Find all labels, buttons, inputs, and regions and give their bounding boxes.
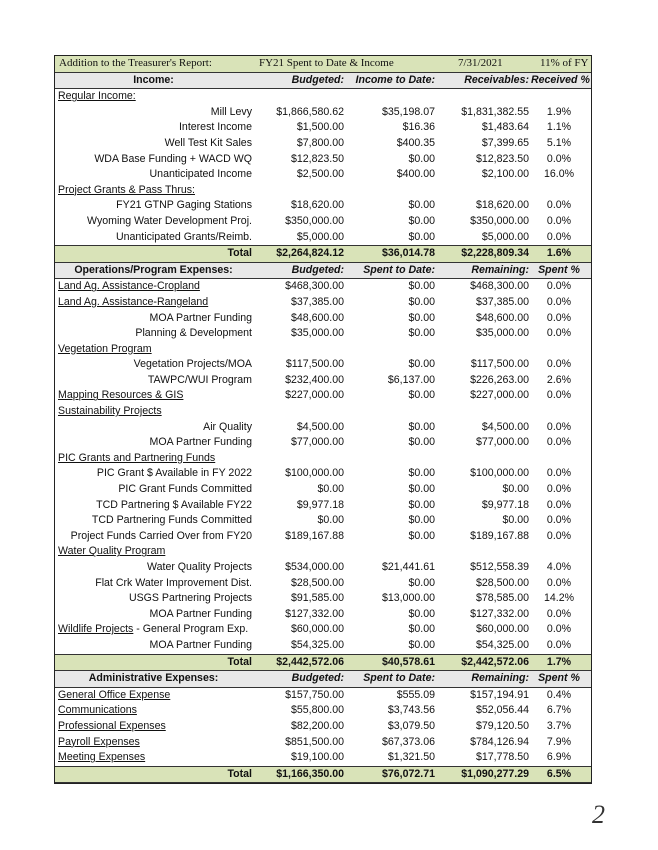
to-date-cell: Income to Date: [355, 73, 435, 86]
table-row [55, 295, 591, 311]
budgeted-cell [254, 404, 344, 420]
to-date-cell: $0.00 [408, 280, 435, 293]
to-date-cell: $35,198.07 [381, 105, 435, 118]
table-row [55, 498, 591, 514]
percent-cell [531, 544, 587, 560]
label-cell: PIC Grant Funds Committed [118, 483, 252, 496]
remaining-cell: $9,977.18 [481, 498, 529, 511]
to-date-cell [347, 342, 435, 358]
to-date-cell: $400.35 [396, 136, 435, 149]
to-date-cell: $0.00 [408, 576, 435, 589]
percent-cell: 1.6% [546, 247, 572, 260]
to-date-cell: $1,321.50 [387, 751, 435, 764]
label-cell: Interest Income [178, 121, 252, 134]
category-label [58, 279, 200, 295]
budgeted-cell: $12,823.50 [290, 152, 344, 165]
remaining-cell: $37,385.00 [475, 295, 529, 308]
to-date-cell: $13,000.00 [381, 592, 435, 605]
percent-cell: Spent % [538, 672, 580, 685]
remaining-cell [437, 451, 529, 467]
budgeted-cell: $1,866,580.62 [276, 105, 344, 118]
budgeted-cell [254, 451, 344, 467]
budgeted-cell: $534,000.00 [285, 561, 344, 573]
operations-header-row [55, 263, 591, 280]
budgeted-cell: $35,000.00 [290, 327, 344, 340]
label-cell: FY21 GTNP Gaging Stations [116, 199, 252, 212]
budgeted-cell: $18,620.00 [290, 199, 344, 212]
label-cell: Wyoming Water Development Proj. [87, 214, 252, 227]
label-cell: Flat Crk Water Improvement Dist. [95, 576, 252, 589]
table-row [55, 279, 591, 295]
label-cell: PIC Grant $ Available in FY 2022 [96, 467, 252, 480]
percent-cell: 1.7% [546, 655, 572, 668]
remaining-cell: $5,000.00 [481, 230, 529, 243]
administrative-section [55, 671, 591, 783]
to-date-cell: $76,072.71 [381, 767, 435, 780]
remaining-cell: $468,300.00 [470, 280, 529, 293]
budgeted-cell: $28,500.00 [290, 576, 344, 589]
to-date-cell [347, 544, 435, 560]
to-date-cell: $16.36 [402, 121, 435, 134]
budgeted-cell: $54,325.00 [290, 638, 344, 651]
table-row [55, 404, 591, 420]
label-cell: MOA Partner Funding [149, 436, 252, 449]
table-row [55, 198, 591, 214]
percent-cell: 0.0% [546, 230, 572, 243]
table-row [55, 435, 591, 451]
to-date-cell: $3,743.56 [387, 704, 435, 717]
label-cell: Total [227, 655, 252, 668]
remaining-cell: $2,442,572.06 [461, 655, 529, 668]
category-label [58, 342, 152, 358]
budgeted-cell: $37,385.00 [290, 295, 344, 308]
label-cell: Administrative Expenses: [88, 672, 219, 685]
budgeted-cell: $19,100.00 [290, 751, 344, 764]
category-label [58, 388, 183, 404]
percent-cell [531, 404, 587, 420]
report-title: Addition to the Treasurer's Report: [59, 57, 212, 69]
percent-cell: 6.7% [546, 704, 572, 717]
treasurer-report-table [54, 55, 592, 784]
table-row [55, 735, 591, 751]
grants-label: Project Grants & Pass Thrus: [58, 183, 195, 196]
percent-cell: 0.0% [546, 498, 572, 511]
remaining-cell: Remaining: [471, 672, 529, 685]
remaining-cell: $2,100.00 [481, 168, 529, 181]
table-row [55, 152, 591, 168]
to-date-cell: $400.00 [396, 168, 435, 181]
fiscal-year-percent: 11% of FY [540, 57, 589, 69]
remaining-cell [437, 544, 529, 560]
section-label-row [55, 89, 591, 105]
label-cell: Unanticipated Income [149, 168, 252, 181]
report-subtitle: FY21 Spent to Date & Income [259, 57, 394, 69]
label-cell: WDA Base Funding + WACD WQ [94, 152, 252, 165]
percent-cell: 0.0% [546, 623, 572, 636]
to-date-cell: $0.00 [408, 199, 435, 212]
budgeted-cell: $91,585.00 [290, 592, 344, 605]
percent-cell: 0.0% [546, 214, 572, 227]
percent-cell: 0.0% [546, 436, 572, 449]
remaining-cell: $157,194.91 [470, 688, 529, 701]
budgeted-cell: $0.00 [317, 483, 344, 496]
label-cell: Operations/Program Expenses: [74, 263, 233, 276]
label-cell: MOA Partner Funding [149, 638, 252, 651]
budgeted-cell [254, 342, 344, 358]
income-total-row [55, 245, 591, 263]
remaining-cell: $226,263.00 [470, 373, 529, 386]
percent-cell: 0.0% [546, 638, 572, 651]
category-name: Meeting Expenses [58, 751, 146, 764]
report-title-row [55, 56, 591, 73]
table-row [55, 576, 591, 592]
remaining-cell: $78,585.00 [475, 592, 529, 605]
label-cell: Water Quality Projects [147, 561, 252, 573]
to-date-cell: $3,079.50 [387, 719, 435, 732]
budgeted-cell: $5,000.00 [296, 230, 344, 243]
percent-cell: 4.0% [546, 561, 572, 573]
label-cell: Well Test Kit Sales [164, 136, 252, 149]
table-row [55, 703, 591, 719]
table-row [55, 388, 591, 404]
percent-cell: 0.4% [546, 688, 572, 701]
remaining-cell: $227,000.00 [470, 389, 529, 402]
table-row [55, 105, 591, 121]
category-label [58, 295, 208, 311]
percent-cell [531, 451, 587, 467]
percent-cell: 0.0% [546, 514, 572, 527]
to-date-cell: $0.00 [408, 483, 435, 496]
remaining-cell: $60,000.00 [475, 623, 529, 636]
budgeted-cell: $232,400.00 [285, 373, 344, 386]
to-date-cell: $0.00 [408, 327, 435, 340]
table-row [55, 373, 591, 389]
budgeted-cell: $1,166,350.00 [276, 767, 344, 780]
remaining-cell: Receivables: [464, 73, 529, 86]
table-row [55, 214, 591, 230]
remaining-cell: $79,120.50 [475, 719, 529, 732]
budgeted-cell: $77,000.00 [290, 436, 344, 449]
budgeted-cell: $9,977.18 [296, 498, 344, 511]
to-date-cell: $555.09 [396, 688, 435, 701]
percent-cell: Spent % [538, 263, 580, 276]
label-cell: Vegetation Projects/MOA [133, 358, 252, 371]
budgeted-cell: $2,264,824.12 [276, 247, 344, 260]
percent-cell: 0.0% [546, 152, 572, 165]
remaining-cell: $0.00 [502, 514, 529, 527]
percent-cell: 0.0% [546, 467, 572, 480]
remaining-cell: $12,823.50 [475, 152, 529, 165]
table-row [55, 513, 591, 529]
percent-cell: 0.0% [546, 389, 572, 402]
table-row [55, 342, 591, 358]
percent-cell: 0.0% [546, 483, 572, 496]
budgeted-cell: $2,442,572.06 [276, 655, 344, 668]
percent-cell: 0.0% [546, 529, 572, 542]
remaining-cell: $35,000.00 [475, 327, 529, 340]
to-date-cell: $0.00 [408, 529, 435, 542]
remaining-cell: $350,000.00 [470, 214, 529, 227]
budgeted-cell: Budgeted: [291, 672, 344, 685]
remaining-cell: $7,399.65 [481, 136, 529, 149]
to-date-cell: $0.00 [408, 420, 435, 433]
label-cell: Mill Levy [210, 105, 252, 118]
percent-cell: 0.0% [546, 311, 572, 324]
budgeted-cell: $60,000.00 [290, 623, 344, 636]
budgeted-cell: $4,500.00 [296, 420, 344, 433]
budgeted-cell: $2,500.00 [296, 168, 344, 181]
remaining-cell: $28,500.00 [475, 576, 529, 589]
percent-cell: 0.0% [546, 327, 572, 340]
table-row [55, 638, 591, 654]
percent-cell: Received % [531, 73, 590, 86]
report-date: 7/31/2021 [458, 57, 503, 69]
to-date-cell: Spent to Date: [363, 263, 435, 276]
budgeted-cell: $189,167.88 [285, 529, 344, 542]
label-cell: USGS Partnering Projects [128, 592, 252, 605]
category-label [58, 544, 165, 560]
to-date-cell: $0.00 [408, 295, 435, 308]
remaining-cell: $1,090,277.29 [461, 767, 529, 780]
to-date-cell: $36,014.78 [381, 247, 435, 260]
label-cell: MOA Partner Funding [149, 607, 252, 620]
category-name: Land Ag. Assistance-Cropland [58, 280, 200, 293]
table-row [55, 167, 591, 183]
table-row [55, 230, 591, 246]
table-row [55, 420, 591, 436]
category-label [58, 703, 137, 719]
percent-cell: 0.0% [546, 280, 572, 293]
remaining-cell: $0.00 [502, 483, 529, 496]
percent-cell: 16.0% [543, 168, 575, 181]
percent-cell: 6.9% [546, 751, 572, 764]
label-cell: TAWPC/WUI Program [147, 373, 252, 386]
remaining-cell: $77,000.00 [475, 436, 529, 449]
table-row [55, 451, 591, 467]
percent-cell: 5.1% [546, 136, 572, 149]
percent-cell: 0.0% [546, 576, 572, 589]
category-name: Land Ag. Assistance-Rangeland [58, 295, 209, 308]
label-cell: Total [227, 767, 252, 780]
remaining-cell: $17,778.50 [475, 751, 529, 764]
label-cell: Project Funds Carried Over from FY20 [70, 529, 252, 542]
to-date-cell: Spent to Date: [363, 672, 435, 685]
to-date-cell: $40,578.61 [381, 655, 435, 668]
category-label [58, 688, 170, 704]
budgeted-cell: $1,500.00 [296, 121, 344, 134]
percent-cell: 0.0% [546, 199, 572, 212]
income-section [55, 73, 591, 263]
percent-cell: 14.2% [543, 592, 575, 605]
percent-cell: 7.9% [546, 735, 572, 748]
to-date-cell [347, 451, 435, 467]
table-row [55, 136, 591, 152]
category-label [58, 750, 145, 766]
percent-cell: 1.9% [546, 105, 572, 118]
budgeted-cell: $48,600.00 [290, 311, 344, 324]
to-date-cell: $6,137.00 [387, 373, 435, 386]
percent-cell: 0.0% [546, 358, 572, 371]
table-row [55, 482, 591, 498]
percent-cell: 0.0% [546, 607, 572, 620]
remaining-cell: $512,558.39 [470, 561, 529, 573]
remaining-cell [437, 342, 529, 358]
category-name: Payroll Expenses [58, 735, 140, 748]
budgeted-cell: $468,300.00 [285, 280, 344, 293]
budgeted-cell: $227,000.00 [285, 389, 344, 402]
to-date-cell: $0.00 [408, 514, 435, 527]
to-date-cell: $0.00 [408, 498, 435, 511]
table-row [55, 688, 591, 704]
label-cell: Unanticipated Grants/Reimb. [115, 230, 252, 243]
percent-cell: 0.0% [546, 295, 572, 308]
remaining-cell: $784,126.94 [470, 735, 529, 748]
category-name: Professional Expenses [58, 719, 166, 732]
label-cell: TCD Partnering Funds Committed [91, 514, 252, 527]
page-number: 2 [592, 800, 605, 829]
percent-cell: 1.1% [546, 121, 572, 134]
category-name: PIC Grants and Partnering Funds [58, 451, 216, 464]
budgeted-cell: Budgeted: [291, 263, 344, 276]
section-label-row [55, 183, 591, 199]
percent-cell: 0.0% [546, 420, 572, 433]
remaining-cell: $4,500.00 [481, 420, 529, 433]
category-name: Wildlife Projects [58, 623, 134, 636]
table-row [55, 591, 591, 607]
table-row [55, 622, 591, 638]
budgeted-cell: $0.00 [317, 514, 344, 527]
budgeted-cell: $82,200.00 [290, 719, 344, 732]
label-cell: Income: [133, 73, 174, 86]
to-date-cell: $0.00 [408, 623, 435, 636]
label-cell: TCD Partnering $ Available FY22 [96, 498, 252, 511]
to-date-cell: $0.00 [408, 467, 435, 480]
percent-cell: 6.5% [546, 767, 572, 780]
budgeted-cell: $117,500.00 [285, 358, 344, 371]
label-cell: MOA Partner Funding [149, 311, 252, 324]
category-name: Mapping Resources & GIS [58, 389, 184, 402]
label-cell: Air Quality [203, 420, 252, 433]
remaining-cell [437, 404, 529, 420]
label-cell: Total [227, 247, 252, 260]
category-label [58, 719, 166, 735]
operations-section [55, 263, 591, 671]
to-date-cell: $0.00 [408, 358, 435, 371]
table-row [55, 326, 591, 342]
category-name: Sustainability Projects [58, 405, 162, 418]
table-row [55, 750, 591, 766]
table-row [55, 719, 591, 735]
administrative-header-row [55, 671, 591, 688]
remaining-cell: $54,325.00 [475, 638, 529, 651]
remaining-cell: $2,228,809.34 [461, 247, 529, 260]
remaining-cell: $1,831,382.55 [461, 105, 529, 118]
remaining-cell: $1,483.64 [481, 121, 529, 134]
table-row [55, 529, 591, 545]
to-date-cell: $0.00 [408, 638, 435, 651]
table-row [55, 607, 591, 623]
table-row [55, 357, 591, 373]
category-name: Communications [58, 704, 137, 717]
budgeted-cell: $100,000.00 [285, 467, 344, 480]
remaining-cell: $52,056.44 [475, 704, 529, 717]
budgeted-cell [254, 544, 344, 560]
remaining-cell: $189,167.88 [470, 529, 529, 542]
budgeted-cell: $157,750.00 [285, 688, 344, 701]
operations-total-row [55, 654, 591, 672]
remaining-cell: $100,000.00 [470, 467, 529, 480]
category-name: Water Quality Program [58, 545, 166, 558]
budgeted-cell: $851,500.00 [285, 735, 344, 748]
label-cell: Planning & Development [135, 327, 252, 340]
to-date-cell: $0.00 [408, 152, 435, 165]
to-date-cell [347, 404, 435, 420]
table-row [55, 120, 591, 136]
category-suffix: - General Program Exp. [133, 623, 249, 636]
to-date-cell: $0.00 [408, 230, 435, 243]
remaining-cell: Remaining: [471, 263, 529, 276]
to-date-cell: $67,373.06 [381, 735, 435, 748]
regular-income-label: Regular Income: [58, 90, 136, 103]
to-date-cell: $0.00 [408, 607, 435, 620]
administrative-total-row [55, 766, 591, 784]
to-date-cell: $0.00 [408, 436, 435, 449]
budgeted-cell: $55,800.00 [290, 704, 344, 717]
category-label [58, 404, 162, 420]
category-label [58, 622, 248, 638]
table-row [55, 560, 591, 576]
category-label [58, 735, 140, 751]
percent-cell: 2.6% [546, 373, 572, 386]
category-label [58, 451, 215, 467]
budgeted-cell: $7,800.00 [296, 136, 344, 149]
table-row [55, 311, 591, 327]
budgeted-cell: Budgeted: [291, 73, 344, 86]
income-header-row [55, 73, 591, 90]
to-date-cell: $0.00 [408, 389, 435, 402]
budgeted-cell: $350,000.00 [285, 214, 344, 227]
remaining-cell: $18,620.00 [475, 199, 529, 212]
percent-cell [531, 342, 587, 358]
percent-cell: 3.7% [546, 719, 572, 732]
to-date-cell: $0.00 [408, 311, 435, 324]
remaining-cell: $127,332.00 [470, 607, 529, 620]
category-name: Vegetation Program [58, 342, 152, 355]
remaining-cell: $48,600.00 [475, 311, 529, 324]
to-date-cell: $21,441.61 [381, 561, 435, 573]
table-row [55, 466, 591, 482]
remaining-cell: $117,500.00 [470, 358, 529, 371]
category-name: General Office Expense [58, 688, 171, 701]
table-row [55, 544, 591, 560]
to-date-cell: $0.00 [408, 214, 435, 227]
budgeted-cell: $127,332.00 [285, 607, 344, 620]
